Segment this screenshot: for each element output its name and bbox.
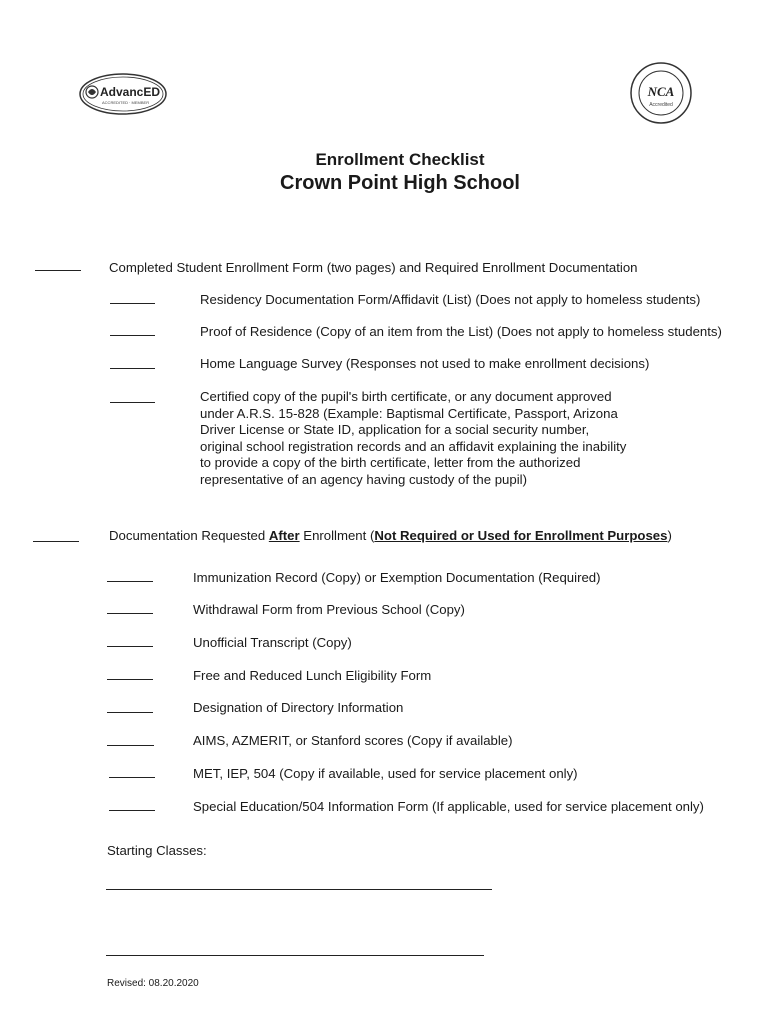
checklist-item: Free and Reduced Lunch Eligibility Form xyxy=(193,668,432,683)
advanced-logo xyxy=(78,72,168,116)
birth-cert-line: original school registration records and an affidavit explaining the inability xyxy=(200,438,627,454)
checkbox-line[interactable] xyxy=(107,646,153,647)
checkbox-line[interactable] xyxy=(107,712,153,713)
checklist-item: Immunization Record (Copy) or Exemption Documentation (Required) xyxy=(193,570,601,585)
checkbox-line[interactable] xyxy=(110,402,155,403)
nca-logo-text: NCA xyxy=(647,84,675,99)
checkbox-line[interactable] xyxy=(33,541,79,542)
school-name: Crown Point High School xyxy=(280,172,520,194)
page-title: Enrollment Checklist xyxy=(315,150,485,169)
checklist-item: Unofficial Transcript (Copy) xyxy=(193,635,352,650)
advanced-logo-subtitle: ACCREDITED · MEMBER xyxy=(102,100,150,105)
checkbox-line[interactable] xyxy=(107,679,153,680)
birth-cert-line: to provide a copy of the birth certificate, letter from the authorized xyxy=(200,455,581,470)
heading-text: ) xyxy=(667,528,672,543)
checkbox-line[interactable] xyxy=(107,613,153,614)
checklist-item: Home Language Survey (Responses not used to make enrollment decisions) xyxy=(200,356,650,371)
heading-after: After xyxy=(268,528,300,543)
checkbox-line[interactable] xyxy=(110,335,155,336)
checklist-item: MET, IEP, 504 (Copy if available, used for service placement only) xyxy=(193,766,578,781)
checklist-item: Designation of Directory Information xyxy=(193,700,404,715)
birth-cert-line: under A.R.S. 15-828 (Example: Baptismal Certificate, Passport, Arizona xyxy=(200,405,618,421)
checklist-item: Proof of Residence (Copy of an item from the List) (Does not apply to homeless students) xyxy=(200,324,722,339)
section1-heading: Completed Student Enrollment Form (two pages) and Required Enrollment Documentation xyxy=(109,260,638,275)
checkbox-line[interactable] xyxy=(107,581,153,582)
birth-cert-line: Driver License or State ID, application for a social security number, xyxy=(200,422,590,437)
starting-classes-line[interactable] xyxy=(106,955,484,956)
checklist-item: Residency Documentation Form/Affidavit (List) (Does not apply to homeless students) xyxy=(200,292,701,307)
nca-logo-subtitle: Accredited xyxy=(649,102,673,108)
heading-not-required: Not Required or Used for Enrollment Purposes xyxy=(374,528,668,543)
nca-logo xyxy=(628,60,694,126)
advanced-logo-text: AdvancED xyxy=(100,85,161,99)
checklist-item: Special Education/504 Information Form (If applicable, used for service placement only) xyxy=(193,799,704,814)
checklist-item: AIMS, AZMERIT, or Stanford scores (Copy if available) xyxy=(193,733,513,748)
checklist-item: Withdrawal Form from Previous School (Copy) xyxy=(193,602,465,617)
heading-text: Enrollment ( xyxy=(299,528,375,543)
checkbox-line[interactable] xyxy=(110,368,155,369)
checkbox-line[interactable] xyxy=(107,745,154,746)
checkbox-line[interactable] xyxy=(109,777,155,778)
birth-cert-line: representative of an agency having custody of the pupil) xyxy=(200,471,527,487)
starting-classes-label: Starting Classes: xyxy=(107,843,207,858)
birth-cert-line: Certified copy of the pupil's birth certificate, or any document approved xyxy=(200,389,612,404)
checkbox-line[interactable] xyxy=(109,810,155,811)
birth-certificate-item xyxy=(200,389,670,488)
checkbox-line[interactable] xyxy=(35,270,81,271)
heading-text: Documentation Requested xyxy=(109,528,269,543)
starting-classes-line[interactable] xyxy=(106,889,492,890)
checkbox-line[interactable] xyxy=(110,303,155,304)
section2-heading xyxy=(109,528,672,544)
revised-date: Revised: 08.20.2020 xyxy=(107,978,199,989)
